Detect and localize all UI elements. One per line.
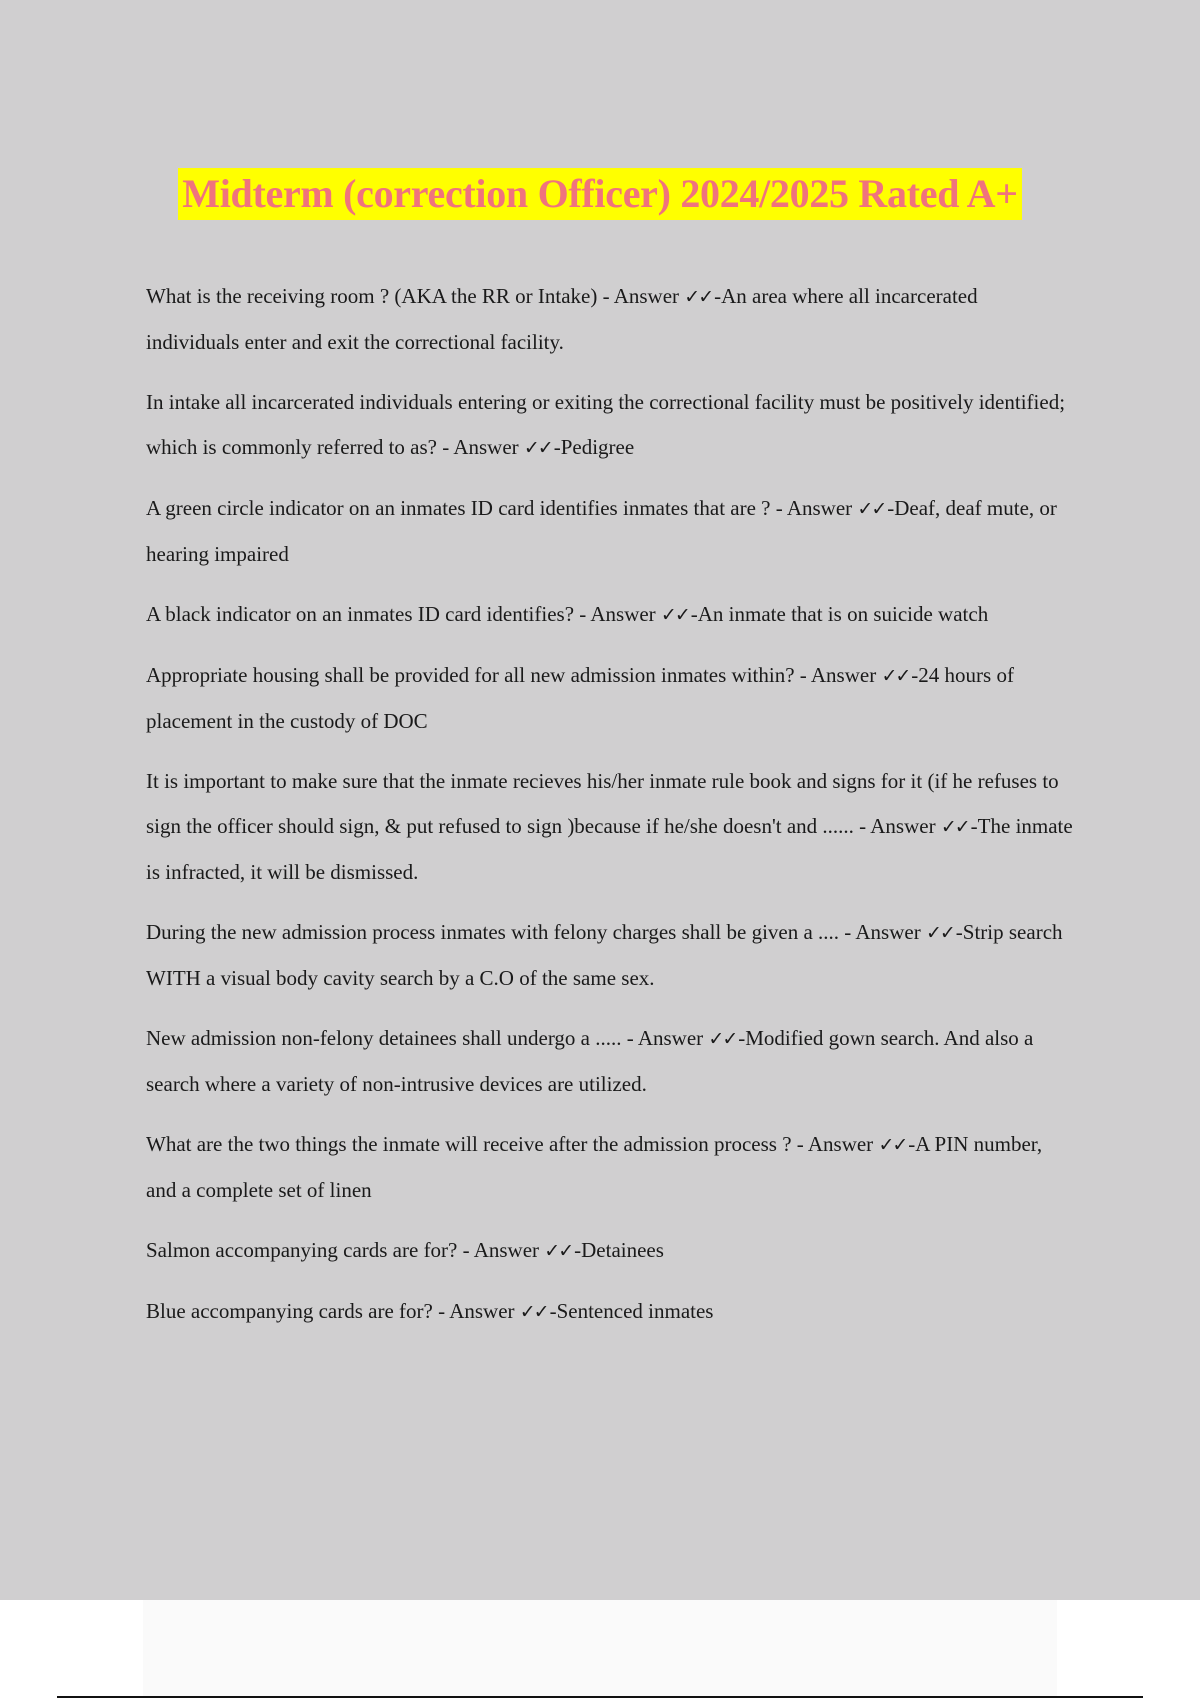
qa-item bbox=[146, 592, 1076, 638]
title-container bbox=[0, 168, 1200, 220]
question-text: Blue accompanying cards are for? - Answer bbox=[146, 1299, 520, 1323]
double-check-icon: ✓✓ bbox=[523, 437, 552, 459]
document-title: Midterm (correction Officer) 2024/2025 Rated A+ bbox=[178, 168, 1021, 220]
answer-text: -Strip search WITH a visual body cavity search by a C.O of the same sex. bbox=[146, 920, 1063, 990]
qa-item bbox=[146, 910, 1076, 1001]
question-text: Appropriate housing shall be provided for all new admission inmates within? - Answer bbox=[146, 663, 882, 687]
question-text: What are the two things the inmate will receive after the admission process ? - Answer bbox=[146, 1132, 879, 1156]
question-text: A black indicator on an inmates ID card identifies? - Answer bbox=[146, 602, 661, 626]
question-text: New admission non-felony detainees shall undergo a ..... - Answer bbox=[146, 1026, 709, 1050]
qa-list bbox=[146, 274, 1076, 1350]
question-text: Salmon accompanying cards are for? - Answer bbox=[146, 1238, 545, 1262]
answer-text: -An area where all incarcerated individuals enter and exit the correctional facility. bbox=[146, 284, 978, 354]
question-text: What is the receiving room ? (AKA the RR or Intake) - Answer bbox=[146, 284, 685, 308]
double-check-icon: ✓✓ bbox=[925, 922, 954, 944]
page-divider bbox=[57, 1696, 1143, 1698]
answer-text: -Modified gown search. And also a search where a variety of non-intrusive devices are utilized. bbox=[146, 1026, 1034, 1096]
double-check-icon: ✓✓ bbox=[857, 498, 886, 520]
question-text: In intake all incarcerated individuals entering or exiting the correctional facility must be positively identified; which is commonly referred to as? - Answer bbox=[146, 390, 1066, 459]
double-check-icon: ✓✓ bbox=[940, 816, 969, 838]
double-check-icon: ✓✓ bbox=[878, 1134, 907, 1156]
double-check-icon: ✓✓ bbox=[684, 286, 713, 308]
qa-item bbox=[146, 486, 1076, 577]
answer-text: -Sentenced inmates bbox=[549, 1299, 714, 1323]
question-text: During the new admission process inmates with felony charges shall be given a .... - Answer bbox=[146, 920, 926, 944]
double-check-icon: ✓✓ bbox=[881, 665, 910, 687]
qa-item bbox=[146, 759, 1076, 895]
double-check-icon: ✓✓ bbox=[544, 1240, 573, 1262]
double-check-icon: ✓✓ bbox=[708, 1028, 737, 1050]
answer-text: -Pedigree bbox=[553, 435, 635, 459]
qa-item bbox=[146, 1228, 1076, 1274]
answer-text: -A PIN number, and a complete set of linen bbox=[146, 1132, 1043, 1202]
qa-item bbox=[146, 274, 1076, 365]
question-text: A green circle indicator on an inmates ID card identifies inmates that are ? - Answer bbox=[146, 496, 858, 520]
answer-text: -Deaf, deaf mute, or hearing impaired bbox=[146, 496, 1057, 566]
answer-text: -24 hours of placement in the custody of DOC bbox=[146, 663, 1014, 733]
answer-text: -Detainees bbox=[574, 1238, 664, 1262]
qa-item bbox=[146, 1289, 1076, 1335]
double-check-icon: ✓✓ bbox=[519, 1301, 548, 1323]
qa-item bbox=[146, 1122, 1076, 1213]
next-page-strip bbox=[143, 1600, 1057, 1696]
qa-item bbox=[146, 380, 1076, 471]
qa-item bbox=[146, 653, 1076, 744]
question-text: It is important to make sure that the inmate recieves his/her inmate rule book and signs for it (if he refuses to sign the officer should sign, & put refused to sign )because if he/she doesn't and ...... - Answer bbox=[146, 769, 1059, 838]
double-check-icon: ✓✓ bbox=[660, 604, 689, 626]
answer-text: -An inmate that is on suicide watch bbox=[690, 602, 989, 626]
answer-text: -The inmate is infracted, it will be dismissed. bbox=[146, 814, 1073, 884]
qa-item bbox=[146, 1016, 1076, 1107]
